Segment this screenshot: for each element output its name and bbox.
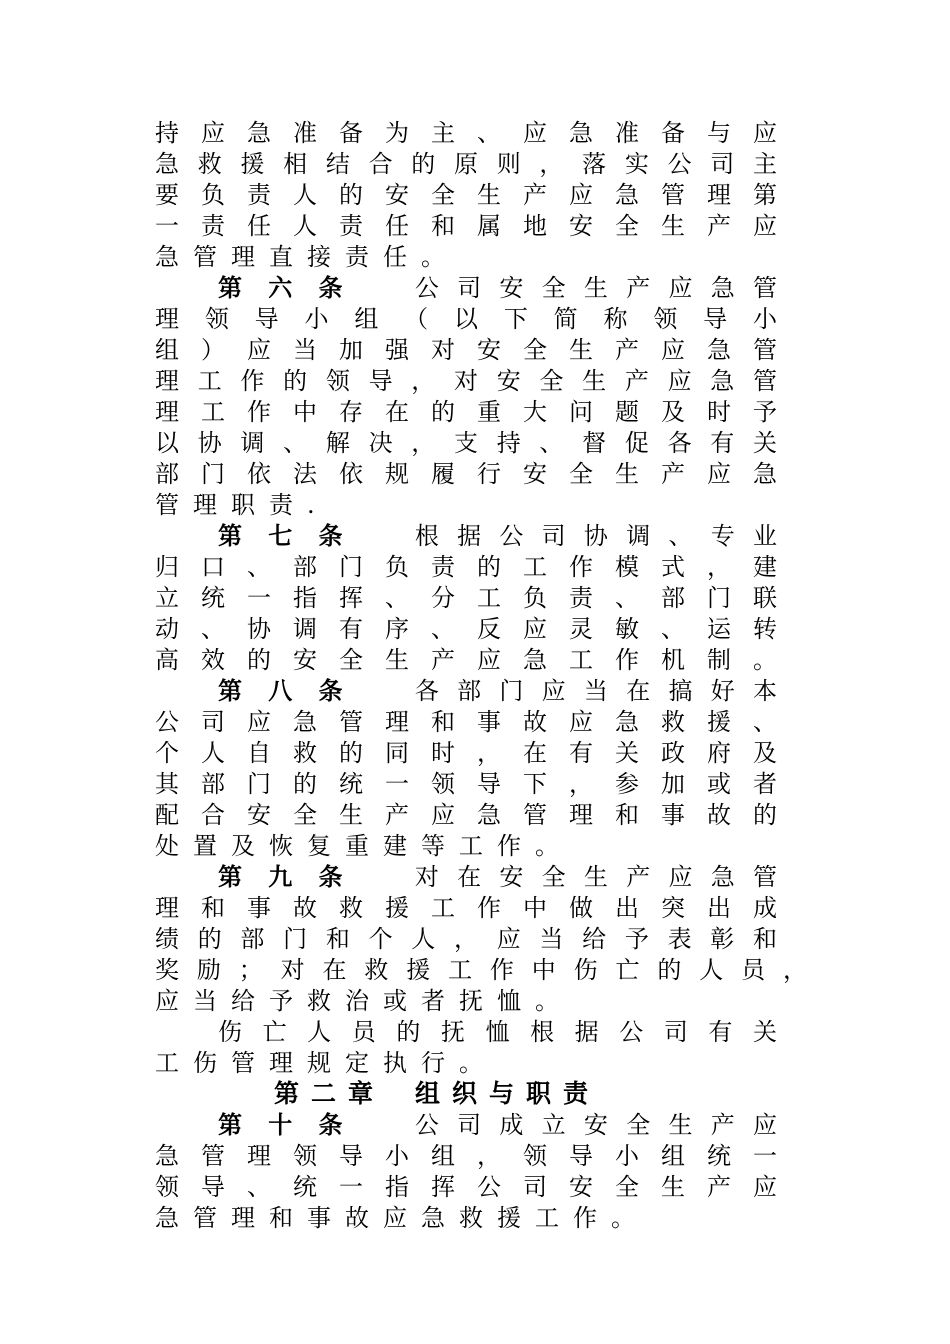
article-9-text: 对在安全生产应急管 [414, 863, 778, 891]
article-7-label: 第七条 [218, 522, 369, 550]
text-line: 立统一指挥、分工负责、部门联 [155, 584, 777, 612]
text-line: 公司应急管理和事故应急救援、 [155, 708, 777, 736]
article-8-text: 各部门应当在搞好本 [414, 677, 778, 705]
text-line: 工伤管理规定执行。 [155, 1049, 497, 1077]
article-10-text: 公司成立安全生产应 [414, 1111, 778, 1139]
article-7-first-line [218, 521, 777, 551]
text-line: 理和事故救援工作中做出突出成 [155, 894, 777, 922]
text-line: 要负责人的安全生产应急管理第 [155, 181, 777, 209]
text-line: 处置及恢复重建等工作。 [155, 832, 573, 860]
text-line: 理工作中存在的重大问题及时予 [155, 398, 777, 426]
text-line: 急管理和事故应急救援工作。 [155, 1204, 649, 1232]
text-line: 应当给予救治或者抚恤。 [155, 987, 573, 1015]
text-line: 管理职责. [155, 491, 329, 519]
text-line: 归口、部门负责的工作模式，建 [155, 553, 777, 581]
text-line: 其部门的统一领导下，参加或者 [155, 770, 777, 798]
text-line: 急管理领导小组，领导小组统一 [155, 1142, 777, 1170]
text-line: 高效的安全生产应急工作机制。 [155, 646, 777, 674]
chapter-number: 第二章 [274, 1079, 386, 1108]
text-line: 伤亡人员的抚恤根据公司有关 [218, 1018, 777, 1046]
text-line: 领导、统一指挥公司安全生产应 [155, 1173, 777, 1201]
text-line: 部门依法依规履行安全生产应急 [155, 460, 777, 488]
chapter-heading [274, 1079, 674, 1109]
article-8-label: 第八条 [218, 677, 369, 705]
text-line: 以协调、解决，支持、督促各有关 [155, 429, 777, 457]
text-line: 急救援相结合的原则，落实公司主 [155, 150, 777, 178]
text-line: 配合安全生产应急管理和事故的 [155, 801, 777, 829]
text-line: 组）应当加强对安全生产应急管 [155, 336, 777, 364]
article-10-label: 第十条 [218, 1111, 369, 1139]
article-9-first-line [218, 862, 777, 892]
article-6-text: 公司安全生产应急管 [414, 274, 778, 302]
text-line: 理工作的领导，对安全生产应急管 [155, 367, 777, 395]
article-9-label: 第九条 [218, 863, 369, 891]
article-10-first-line [218, 1110, 777, 1140]
text-line: 动、协调有序、反应灵敏、运转 [155, 615, 777, 643]
text-line: 持应急准备为主、应急准备与应 [155, 119, 777, 147]
text-line: 急管理直接责任。 [155, 243, 459, 271]
text-line: 绩的部门和个人，应当给予表彰和 [155, 925, 777, 953]
chapter-title: 组织与职责 [415, 1079, 601, 1108]
article-6-first-line [218, 273, 777, 303]
article-6-label: 第六条 [218, 274, 369, 302]
text-line: 奖励；对在救援工作中伤亡的人员， [155, 956, 807, 984]
text-line: 个人自救的同时，在有关政府及 [155, 739, 777, 767]
text-line: 理领导小组（以下简称领导小 [155, 305, 777, 333]
text-line: 一责任人责任和属地安全生产应 [155, 212, 777, 240]
article-8-first-line [218, 676, 777, 706]
article-7-text: 根据公司协调、专业 [414, 522, 778, 550]
